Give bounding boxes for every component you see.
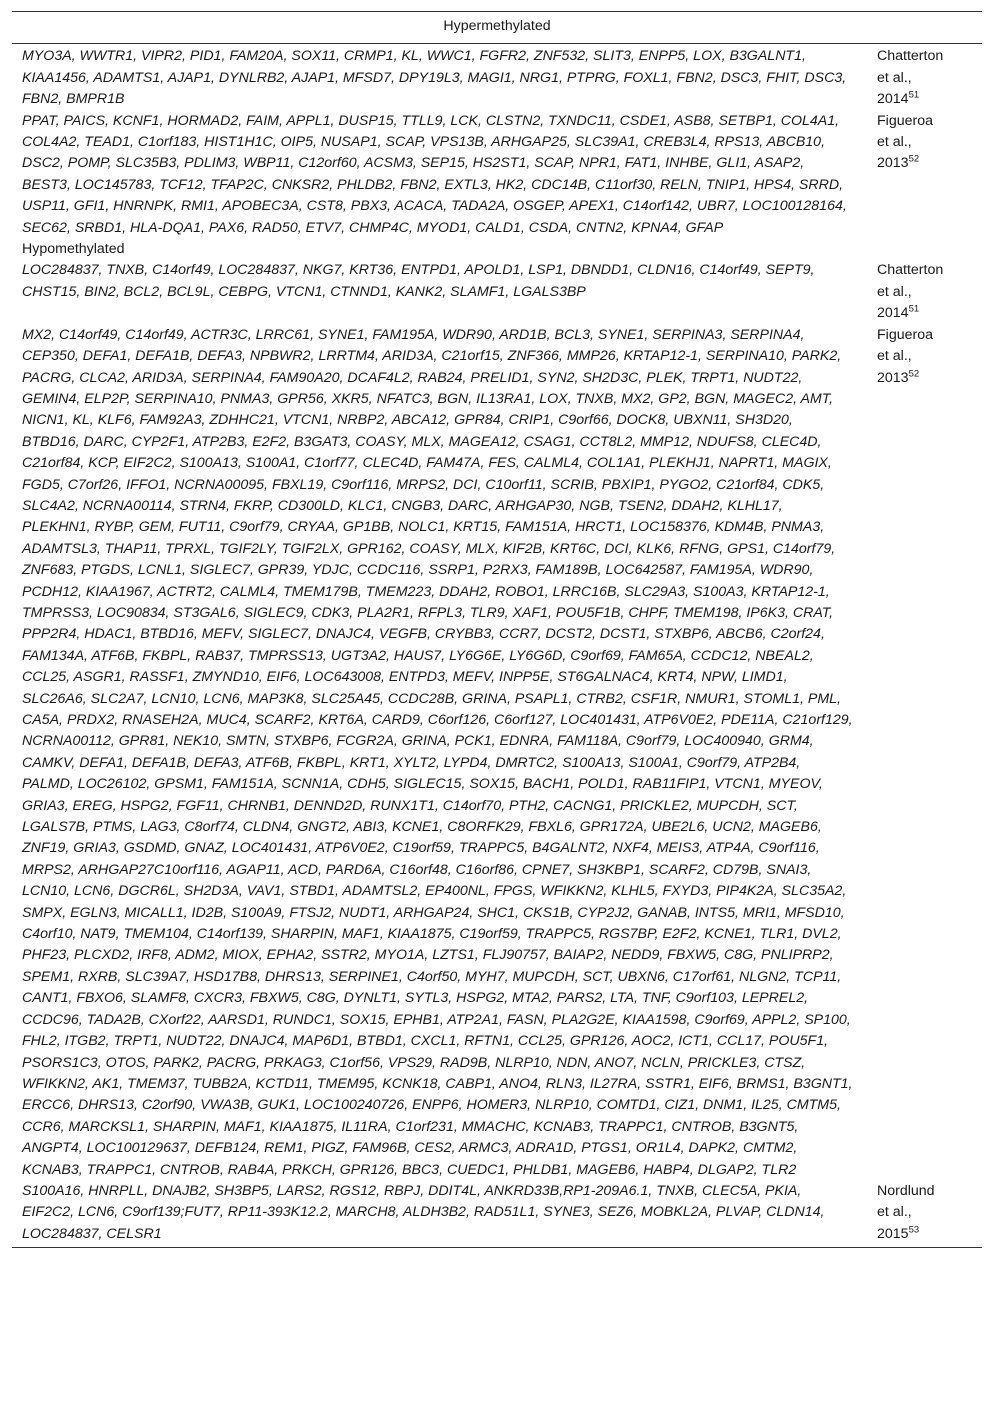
reference-year: 2015	[877, 1225, 909, 1242]
reference-year: 2014	[877, 305, 909, 322]
reference-etal: et al.,	[877, 283, 912, 300]
gene-list-cell: PPAT, PAICS, KCNF1, HORMAD2, FAIM, APPL1, DUSP15, TTLL9, LCK, CLSTN2, TXNDC11, CSDE1, ASB8, SETBP1, COL4A1, COL4A2, TEAD1, C1orf183, HIST1H1C, OIP5, NUSAP1, SCAP, VPS13B, ARHGAP25, SLC39A1, CREB3L4, RPS13, ABCB10, DSC2, POMP, SLC35B3, PDLIM3, WBP11, C12orf60, ACSM3, SEP15, HS2ST1, SCAP, NPR1, FAT1, INHBE, GLI1, ASAP2, BEST3, LOC145783, TCF12, TFAP2C, CNKSR2, PHLDB2, FBN2, EXTL3, HK2, CDC14B, C11orf30, RELN, TNIP1, HPS4, SRRD, USP11, GFI1, HNRNPK, RMI1, APOBEC3A, CST8, PBX3, ACACA, TADA2A, OSGEP, APEX1, C14orf142, UBR7, LOC100128164, SEC62, SRBD1, HLA-DQA1, PAX6, RAD50, ETV7, CHMP4C, MYOD1, CALD1, CSDA, CNTN2, KPNA4, GFAP	[22, 112, 847, 236]
reference-citation-number: 53	[908, 1224, 920, 1236]
gene-list-cell: S100A16, HNRPLL, DNAJB2, SH3BP5, LARS2, RGS12, RBPJ, DDIT4L, ANKRD33B,RP1-209A6.1, TNXB, CLEC5A, PKIA, EIF2C2, LCN6, C9orf139;FUT7, RP11-393K12.2, MARCH8, ALDH3B2, RAD51L1, SYNE3, SEZ6, MOBKL2A, PLVAP, CLDN14, LOC284837, CELSR1	[12, 1181, 867, 1248]
reference-author: Nordlund	[877, 1182, 935, 1199]
table-row	[12, 44, 982, 111]
reference-cell	[867, 325, 982, 1181]
table-row	[12, 1181, 982, 1248]
reference-citation-number: 51	[908, 303, 920, 315]
reference-etal: et al.,	[877, 1204, 912, 1221]
gene-list-cell: MYO3A, WWTR1, VIPR2, PID1, FAM20A, SOX11, CRMP1, KL, WWC1, FGFR2, ZNF532, SLIT3, ENPP5, LOX, B3GALNT1, KIAA1456, ADAMTS1, AJAP1, DYNLRB2, AJAP1, MFSD7, DPY19L3, MAGI1, NRG1, PTPRG, FOXL1, FBN2, DSC3, FHIT, DSC3, FBN2, BMPR1B	[22, 48, 847, 108]
reference-year: 2013	[877, 369, 909, 386]
reference-author: Figueroa	[877, 112, 933, 129]
reference-author: Figueroa	[877, 326, 933, 343]
reference-cell	[867, 111, 982, 239]
reference-year: 2014	[877, 91, 909, 108]
table-row	[12, 260, 982, 324]
section-label-hypomethylated: Hypomethylated	[22, 241, 125, 258]
reference-etal: et al.,	[877, 348, 912, 365]
section-row-hypomethylated	[12, 239, 982, 260]
reference-author: Chatterton	[877, 48, 944, 65]
reference-cell	[867, 1181, 982, 1248]
table-header-hypermethylated: Hypermethylated	[12, 12, 982, 44]
table-header-row	[12, 12, 982, 44]
methylation-table-container	[12, 11, 982, 1248]
reference-cell	[867, 260, 982, 324]
methylation-gene-table	[12, 11, 982, 1248]
table-row	[12, 325, 982, 1181]
table-row	[12, 111, 982, 239]
reference-etal: et al.,	[877, 134, 912, 151]
gene-list-cell: MX2, C14orf49, C14orf49, ACTR3C, LRRC61, SYNE1, FAM195A, WDR90, ARD1B, BCL3, SYNE1, SERPINA3, SERPINA4, CEP350, DEFA1, DEFA1B, DEFA3, NPBWR2, LRRTM4, ARID3A, C21orf15, ZNF366, MMP26, KRTAP12-1, SERPINA10, PARK2, PACRG, CLCA2, ARID3A, SERPINA4, FAM90A20, DCAF4L2, RAB24, PRELID1, SYN2, SH2D3C, PLEK, TRPT1, NUDT22, GEMIN4, ELP2P, SERPINA10, PNMA3, GPR56, XKR5, NFATC3, BGN, IL13RA1, LOX, TNXB, MX2, GP2, BGN, MAGEC2, AMT, NICN1, KL, KLF6, FAM92A3, ZDHHC21, VTCN1, NRBP2, ABCA12, GPR84, CRIP1, C9orf66, DOCK8, UBXN11, SH3D20, BTBD16, DARC, CYP2F1, ATP2B3, E2F2, B3GAT3, COASY, MLX, MAGEA12, CSAG1, CCT8L2, MMP12, NDUFS8, CLEC4D, C21orf84, KCP, EIF2C2, S100A13, S100A1, C1orf77, CLEC4D, FAM47A, FES, CALML4, COL1A1, PLEKHJ1, NAPRT1, MAGIX, FGD5, C7orf26, IFFO1, NCRNA00095, FBXL19, C9orf116, MRPS2, DCI, C10orf11, SCRIB, PBXIP1, PYGO2, C21orf84, CDK5, SLC4A2, NCRNA00114, STRN4, FKRP, CD300LD, KLC1, CNGB3, DARC, ARHGAP30, NGB, TSEN2, DDAH2, KLHL17, PLEKHN1, RYBP, GEM, FUT11, C9orf79, CRYAA, GP1BB, NOLC1, KRT15, FAM151A, HRCT1, LOC158376, KDM4B, PNMA3, ADAMTSL3, THAP11, TPRXL, TGIF2LY, TGIF2LX, GPR162, COASY, MLX, KIF2B, KRT6C, DCI, KLK6, RFNG, GPS1, C14orf79, ZNF683, PTGDS, LCNL1, SIGLEC7, GPR39, YDJC, CCDC116, SSRP1, P2RX3, FAM189B, LOC642587, FAM195A, WDR90, PCDH12, KIAA1967, ACTRT2, CALML4, TMEM179B, TMEM223, DDAH2, ROBO1, LRRC16B, SLC29A3, S100A3, KRTAP12-1, TMPRSS3, LOC90834, ST3GAL6, SIGLEC9, CDK3, PLA2R1, RFPL3, TLR9, XAF1, POU5F1B, CHPF, TMEM198, IP6K3, CRAT, PPP2R4, HDAC1, BTBD16, MEFV, SIGLEC7, DNAJC4, VEGFB, CRYBB3, CCR7, DCST2, DCST1, STXBP6, ABCB6, C2orf24, FAM134A, ATF6B, FKBPL, RAB37, TMPRSS13, UGT3A2, HAUS7, LY6G6E, LY6G6D, C9orf69, FAM65A, CCDC12, NBEAL2, CCL25, ASGR1, RASSF1, ZMYND10, EIF6, LOC643008, ENTPD3, MEFV, INPP5E, ST6GALNAC4, KRT4, NPW, LIMD1, SLC26A6, SLC2A7, LCN10, LCN6, MAP3K8, SLC25A45, CCDC28B, GRINA, PSAPL1, CTRB2, CSF1R, NMUR1, STOML1, PML, CA5A, PRDX2, RNASEH2A, MUC4, SCARF2, KRT6A, CARD9, C6orf126, C6orf127, LOC401431, ATP6V0E2, PDE11A, C21orf129, NCRNA00112, GPR81, NEK10, SMTN, STXBP6, FCGR2A, GRINA, PCK1, EDNRA, FAM118A, C9orf79, LOC400940, GRM4, CAMKV, DEFA1, DEFA1B, DEFA3, ATF6B, FKBPL, KRT1, XYLT2, LYPD4, DMRTC2, S100A13, S100A1, C9orf79, ATP2B4, PALMD, LOC26102, GPSM1, FAM151A, SCNN1A, CDH5, SIGLEC15, SOX15, BACH1, POLD1, RAB11FIP1, VTCN1, MYEOV, GRIA3, EREG, HSPG2, FGF11, CHRNB1, DENND2D, RUNX1T1, C14orf70, PTH2, CACNG1, PRICKLE2, MUPCDH, SCT, LGALS7B, PTMS, LAG3, C8orf74, CLDN4, GNGT2, ABI3, KCNE1, C8ORFK29, FBXL6, GPR172A, UBE2L6, UCN2, MAGEB6, ZNF19, GRIA3, GSDMD, GNAZ, LOC401431, ATP6V0E2, C19orf59, TRAPPC5, B4GALNT2, NXF4, MEIS3, ATP4A, C9orf116, MRPS2, ARHGAP27C10orf116, AGAP11, ACD, PARD6A, C16orf48, C16orf86, CPNE7, SH3KBP1, SCARF2, CD79B, SNAI3, LCN10, LCN6, DGCR6L, SH2D3A, VAV1, STBD1, ADAMTSL2, EP400NL, FPGS, WFIKKN2, KLHL5, FXYD3, PIP4K2A, SLC35A2, SMPX, EGLN3, MICALL1, ID2B, S100A9, FTSJ2, NUDT1, ARHGAP24, SHC1, CKS1B, CYP2J2, GANAB, INTS5, MRI1, MFSD10, C4orf10, NAT9, TMEM104, C14orf139, SHARPIN, MAF1, KIAA1875, C19orf59, TRAPPC5, RGS7BP, E2F2, KCNE1, TLR1, DVL2, PHF23, PLCXD2, IRF8, ADM2, MIOX, EPHA2, SSTR2, MYO1A, LZTS1, FLJ90757, BAIAP2, NEDD9, FBXW5, C8G, PNLIPRP2, SPEM1, RXRB, SLC39A7, HSD17B8, DHRS13, SERPINE1, C4orf50, MYH7, MUPCDH, SCT, UBXN6, C17orf61, NLGN2, TCP11, CANT1, FBXO6, SLAMF8, CXCR3, FBXW5, C8G, DYNLT1, SYTL3, HSPG2, MTA2, PARS2, LTA, TNF, C9orf103, LEPREL2, CCDC96, TADA2B, CXorf22, AARSD1, RUNDC1, SOX15, EPHB1, ATP2A1, FASN, PLA2G2E, KIAA1598, C9orf69, APPL2, SP100, FHL2, ITGB2, TRPT1, NUDT22, DNAJC4, MAP6D1, BTBD1, CXCL1, RFTN1, CCL25, GPR126, AOC2, ICT1, CCL17, POU5F1, PSORS1C3, OTOS, PARK2, PACRG, PRKAG3, C1orf56, VPS29, RAD9B, NLRP10, NDN, ANO7, NCLN, PRICKLE3, CTSZ, WFIKKN2, AK1, TMEM37, TUBB2A, KCTD11, TMEM95, KCNK18, CABP1, ANO4, RLN3, IL27RA, SSTR1, EIF6, BRMS1, B3GNT1, ERCC6, DHRS13, C2orf90, VWA3B, GUK1, LOC100240726, ENPP6, HOMER3, NLRP10, COMTD1, CIZ1, DNM1, IL25, CMTM5, CCR6, MARCKSL1, SHARPIN, MAF1, KIAA1875, IL11RA, C1orf231, MMACHC, KCNAB3, TRAPPC1, CNTROB, B3GNT5, ANGPT4, LOC100129637, DEFB124, REM1, PIGZ, FAM96B, CES2, ARMC3, ADRA1D, PTGS1, OR1L4, DAPK2, CMTM2, KCNAB3, TRAPPC1, CNTROB, RAB4A, PRKCH, GPR126, BBC3, CUEDC1, PHLDB1, MAGEB6, HABP4, DLGAP2, TLR2	[22, 326, 853, 1178]
reference-author: Chatterton	[877, 262, 944, 279]
gene-list-cell: LOC284837, TNXB, C14orf49, LOC284837, NKG7, KRT36, ENTPD1, APOLD1, LSP1, DBNDD1, CLDN16, C14orf49, SEPT9, CHST15, BIN2, BCL2, BCL9L, CEBPG, VTCN1, CTNND1, KANK2, SLAMF1, LGALS3BP	[22, 262, 815, 300]
reference-year: 2013	[877, 155, 909, 172]
reference-citation-number: 51	[908, 89, 920, 101]
reference-citation-number: 52	[908, 153, 920, 165]
reference-citation-number: 52	[908, 367, 920, 379]
reference-cell	[867, 44, 982, 111]
reference-etal: et al.,	[877, 69, 912, 86]
